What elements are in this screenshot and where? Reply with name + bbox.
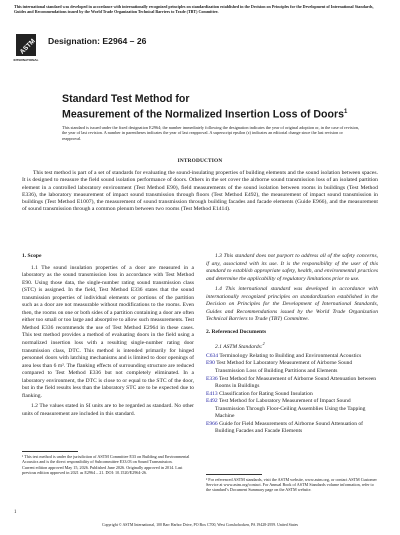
scope-paragraph-1-4: 1.4 This international standard was developed in accordance with internationally recognized principles on standardization established in the Decision on Principles for the Development of International Standards, Guides and Recommendations issued by the World Trade Organization Technical Barriers to Trade (TBT) Committee. (206, 286, 378, 323)
reference-item (206, 376, 378, 391)
page-title (62, 93, 362, 122)
footnote-1-edition: Current edition approved May 15, 2026. Published June 2026. Originally approved in 2014. Last previous edition approved in 2021 as E2964 – 21. DOI: 10.1520/E2964-26. (22, 465, 183, 475)
reference-code-link[interactable]: E966 (206, 420, 218, 427)
reference-code-link[interactable]: C634 (206, 352, 219, 359)
issue-note: This standard is issued under the fixed designation E2964; the number immediately following the designation indicates the year of original adoption or, in the case of revision, the year of last revision. A number in parentheses indicates the year of last reapproval. A superscript epsilon (ε) indicates an editorial change since the last revision or reapproval. (62, 125, 360, 141)
scope-paragraph-1-2: 1.2 The values stated in SI units are to be regarded as standard. No other units of measurement are included in this standard. (22, 403, 194, 417)
title-line-1: Standard Test Method for (62, 93, 190, 105)
footnote-left (22, 454, 194, 475)
footnote-rule-left (22, 451, 78, 452)
scope-paragraph-1-1: 1.1 The sound insulation properties of a door are measured in a laboratory as the sound transmission loss in accordance with Test Method E90. Using those data, the single-number rating sound transmission class (STC) is assigned. In the field, Test Method E336 states that the sound transmission properties of individual elements or portions of the partition such as a door are not measurable without modifications to the rooms. Even then, the rooms on one or both sides of a partition containing a door are often either too small or too large and absorptive to allow such measurements. Test Method E336 recommends the use of Test Method E2964 in these cases. This test method provides a method of evaluating doors in the field using a normalized insertion loss with a resulting single-number rating door transmission class, DTC. This method is intended primarily for hinged personnel doors with latching mechanisms and is limited to door openings of area less than 6 m². The flanking effects of surrounding structure are reduced compared to Test Method E336 but not completely eliminated. In a laboratory environment, the DTC is close to or equal to the STC of the door, but in the field results less than the laboratory STC are to be expected due to flanking. (22, 264, 194, 399)
scope-paragraph-1-3: 1.3 This standard does not purport to address all of the safety concerns, if any, associated with its use. It is the responsibility of the user of this standard to establish appropriate safety, health, and environmental practices and determine the applicability of regulatory limitations prior to use. (206, 253, 378, 282)
reference-code-link[interactable]: E413 (206, 390, 218, 397)
reference-list (206, 353, 378, 436)
designation: Designation: E2964 – 26 (48, 36, 147, 46)
reference-item (206, 421, 378, 436)
scope-heading: 1. Scope (22, 253, 42, 259)
astm-logo (15, 33, 37, 67)
page-number: 1 (14, 510, 17, 515)
reference-code-link[interactable]: E90 (206, 360, 215, 367)
reference-code-link[interactable]: E336 (206, 375, 218, 382)
reference-code-link[interactable]: E492 (206, 398, 218, 405)
footnote-1: ¹ This test method is under the jurisdiction of ASTM Committee E33 on Building and Environmental Acoustics and is the direct responsibility of Subcommittee E33.03 on Sound Transmission. (22, 454, 190, 464)
reference-title: Guide for Field Measurements of Airborne Sound Attenuation of Building Facades and Facade Elements (215, 420, 363, 435)
title-line-2: Measurement of the Normalized Insertion Loss of Doors$^1$ (62, 108, 348, 121)
references-heading: 2. Referenced Documents (206, 328, 267, 335)
reference-title: Classification for Rating Sound Insulation (217, 390, 313, 397)
footnote-rule-right (206, 474, 262, 475)
left-column (22, 253, 194, 421)
reference-item (206, 391, 378, 399)
astm-standards-subheading: 2.1 ASTM Standards:$^2$ (215, 341, 265, 351)
svg-text:ASTM: ASTM (18, 37, 37, 56)
svg-text:INTERNATIONAL: INTERNATIONAL (13, 58, 39, 62)
reference-title: Test Method for Laboratory Measurement of Impact Sound Transmission Through Floor-Ceiling Assemblies Using the Tapping Machine (215, 398, 366, 420)
reference-item (206, 398, 378, 421)
reference-item (206, 360, 378, 375)
copyright-footer: Copyright © ASTM International, 100 Barr Harbor Drive, PO Box C700, West Conshohocken, PA 19428-2959. United States (102, 523, 298, 527)
footnote-2: ² For referenced ASTM standards, visit the ASTM website, www.astm.org, or contact ASTM Customer Service at www.astm.org/contact. For Annual Book of ASTM Standards volume information, refer to the standard’s Document Summary page on the ASTM website. (206, 477, 377, 492)
introduction-text: This test method is part of a set of standards for evaluating the sound-insulating properties of building elements and the sound isolation between spaces. It is designed to measure the field sound isolation performance of doors. Others in the set cover the airborne sound transmission loss of an isolated partition element in a controlled laboratory environment (Test Method E90), field measurements of the sound isolation between rooms in buildings (Test Method E336), the laboratory measurement of impact sound transmission through floors (Test Method E492), the measurement of impact sound transmission in buildings (Test Method E1007), the measurement of sound transmission through building facades and facade elements (Guide E966), and the measurement of sound transmission through a common plenum between two rooms (Test Method E1414). (22, 170, 378, 213)
reference-title: Test Method for Laboratory Measurement of Airborne Sound Transmission Loss of Building Partitions and Elements (214, 360, 353, 374)
top-notice: This international standard was developed in accordance with internationally recognized principles on standardization established in the Decision on Principles for the Development of International Standards, Guides and Recommendations issued by the World Trade Organization Technical Barriers to Trade (TBT) Committee. (14, 4, 374, 14)
reference-title: Test Method for Measurement of Airborne Sound Attenuation between Rooms in Buildings (215, 375, 377, 390)
right-column (206, 253, 378, 436)
reference-title: Terminology Relating to Building and Environmental Acoustics (218, 352, 362, 359)
introduction-heading: INTRODUCTION (177, 158, 223, 164)
